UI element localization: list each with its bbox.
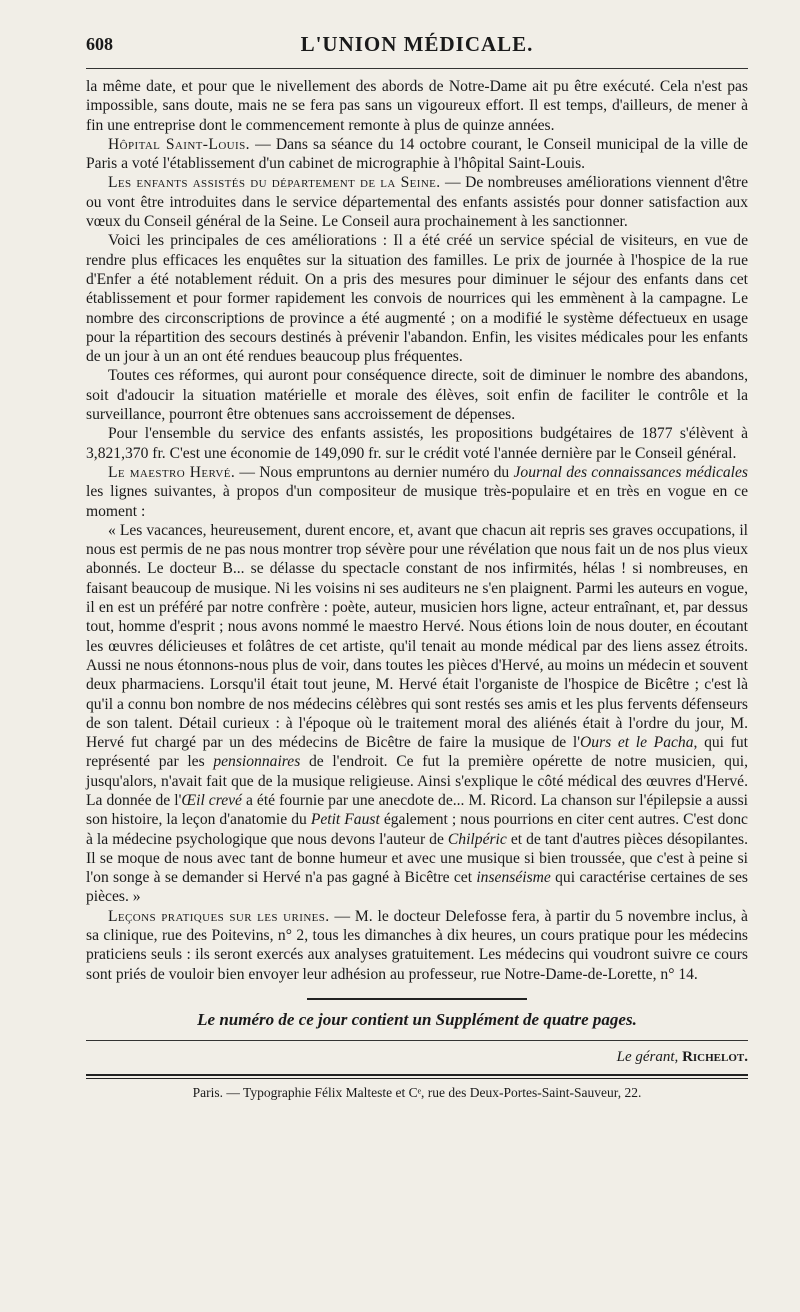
emphasis: insenséisme xyxy=(476,869,551,887)
separator-rule xyxy=(307,998,527,1000)
work-title: Petit Faust xyxy=(310,811,380,829)
enfants-item xyxy=(86,173,748,231)
paragraph: Pour l'ensemble du service des enfants assistés, les propositions budgétaires de 1877 s'élèvent à 3,821,370 fr. C'est une économie de 149,090 fr. sur le crédit voté l'année dernière par le Conseil général. xyxy=(86,425,748,462)
divider xyxy=(86,1040,748,1041)
continued-paragraph: la même date, et pour que le nivellement des abords de Notre-Dame ait pu être exécuté. Cela n'est pas impossible, sans doute, mais ne se fera pas sans un vigoureux effort. Il est temps, d'ailleurs, de mener à fin une entreprise dont le commencement remonte à plus de quinze années. xyxy=(86,78,748,134)
article-body xyxy=(86,77,748,984)
section-heading: Les enfants assistés du département de la Seine. xyxy=(108,174,441,192)
page-header xyxy=(86,28,748,69)
emphasis: pensionnaires xyxy=(213,753,301,771)
supplement-notice: Le numéro de ce jour contient un Supplément de quatre pages. xyxy=(197,1009,637,1029)
quotation: « Les vacances, heureusement, durent encore, et, avant que chacun ait repris ses graves occupations, il nous est permis de ne pas nous montrer trop sévère pour une révélation que nous fait un de nos plus vieux abonnés. Le docteur B... se délasse du spectacle constant de nos infirmités, hélas ! si nombreuses, en faisant beaucoup de musique. Ni les voisins ni ses auditeurs ne s'en plaignent. Parmi les auteurs en vogue, il en est un préféré par notre confrère : poète, auteur, musicien hors ligne, acteur entraînant, et, par dessus tout, homme d'esprit ; nous avons nommé le maestro Hervé. Nous étions loin de nous douter, en écoutant les œuvres délicieuses et folâtres de cet artiste, qu'il tenait au monde médical par des liens assez étroits. Aussi ne nous étonnons-nous plus de voir, dans toutes les pièces d'Hervé, au moins un médecin et souvent deux pharmaciens. Lorsqu'il était tout jeune, M. Hervé était l'organiste de l'hospice de Bicêtre ; c'est là qu'il a connu bon nombre de nos médecins célèbres qui sont restés ses amis et les plus fervents défenseurs de son talent. Détail curieux : à l'époque où le traitement moral des aliénés était à l'ordre du jour, M. Hervé fut chargé par un des médecins de Bicêtre de faire la musique de l'Ours et le Pacha, qui fut représenté par les pensionnaires de l'endroit. Ce fut la première opérette de notre musicien, qui, jusqu'alors, n'avait fait que de la musique religieuse. Ainsi s'explique le côté médical des œuvres d'Hervé. La donnée de l'Œil crevé a été fournie par une anecdote de... M. Ricord. La chanson sur l'épilepsie a aussi son histoire, la leçon d'anatomie du Petit Faust également ; nous pourrions en citer cent autres. C'est donc à la médecine psychologique que nous devons l'auteur de Chilpéric et de tant d'autres pièces désopilantes. Il se moque de nous avec tant de bonne humeur et avec une musique si bien troussée, que c'est à peine si l'on songe à se demander si Hervé n'a pas gagné à Bicêtre cet insenséisme qui caractérise certaines de ses pièces. » xyxy=(86,521,748,906)
journal-name: Journal des connaissances médicales xyxy=(513,463,748,481)
page-number: 608 xyxy=(86,34,113,54)
section-text: — De nombreuses améliorations viennent d'être ou vont être introduites dans le service départemental des enfants assistés pour donner satisfaction aux vœux du Conseil général de la Seine. Le Conseil aura prochainement à les sanctionner. xyxy=(86,174,748,231)
work-title: Chilpéric xyxy=(447,830,507,848)
footer-rule-thin xyxy=(86,1078,748,1079)
section-text: — M. le docteur Delefosse fera, à partir du 5 novembre inclus, à sa clinique, rue des Poitevins, n° 2, tous les dimanches à dix heures, un cours pratique pour les médecins praticiens seuls : ils seront exercés aux analyses gratuitement. Les médecins qui voudront suivre ce cours sont priés de vouloir bien envoyer leur adhésion au professeur, rue Notre-Dame-de-Lorette, n° 14. xyxy=(86,907,748,983)
herve-item: Le maestro Hervé. — Nous empruntons au dernier numéro du Journal des connaissances médicales les lignes suivantes, à propos d'un compositeur de musique très-populaire et en très en vogue en ce moment : xyxy=(86,463,748,520)
paragraph: Voici les principales de ces améliorations : Il a été créé un service spécial de visiteurs, en vue de rendre plus efficaces les enquêtes sur la situation des familles. Le prix de journée à l'hospice de la rue d'Enfer a été notablement réduit. On a pris des mesures pour diminuer le séjour des enfants dans cet établissement et pour former rapidement les convois de nourrices qui les emmènent à la campagne. Le nombre des circonscriptions de province a été augmenté ; on a modifié le système défectueux en usage pour la répartition des secours destinés à prévenir l'abandon. Enfin, les visites médicales pour les enfants de un jour à un an ont été rendues beaucoup plus fréquentes. xyxy=(86,232,748,366)
paragraph: Toutes ces réformes, qui auront pour conséquence directe, soit de diminuer le nombre des abandons, soit d'adoucir la situation matérielle et morale des élèves, soit enfin de faciliter le contrôle et la surveillance, pourront être obtenues sans accroissement de dépenses. xyxy=(86,367,748,424)
work-title: Œil crevé xyxy=(181,791,242,809)
journal-page xyxy=(0,28,800,1312)
section-heading: Leçons pratiques sur les urines. xyxy=(108,907,330,925)
urines-item xyxy=(86,907,748,984)
printer-imprint: Paris. — Typographie Félix Malteste et Cᵉ, rue des Deux-Portes-Saint-Sauveur, 22. xyxy=(192,1084,642,1100)
saint-louis-item xyxy=(86,135,748,174)
section-text: — Dans sa séance du 14 octobre courant, le Conseil municipal de la ville de Paris a voté l'établissement d'un cabinet de micrographie à l'hôpital Saint-Louis. xyxy=(86,135,748,173)
work-title: Ours et le Pacha xyxy=(580,734,694,752)
footer-rule xyxy=(86,1074,748,1076)
gerant-signature xyxy=(86,1049,748,1066)
gerant-label: Le gérant, xyxy=(616,1048,679,1065)
journal-title: L'UNION MÉDICALE. xyxy=(300,32,534,56)
section-heading: Le maestro Hervé. xyxy=(108,463,236,481)
gerant-name: Richelot. xyxy=(682,1048,748,1065)
section-heading: Hôpital Saint-Louis. xyxy=(108,135,250,153)
